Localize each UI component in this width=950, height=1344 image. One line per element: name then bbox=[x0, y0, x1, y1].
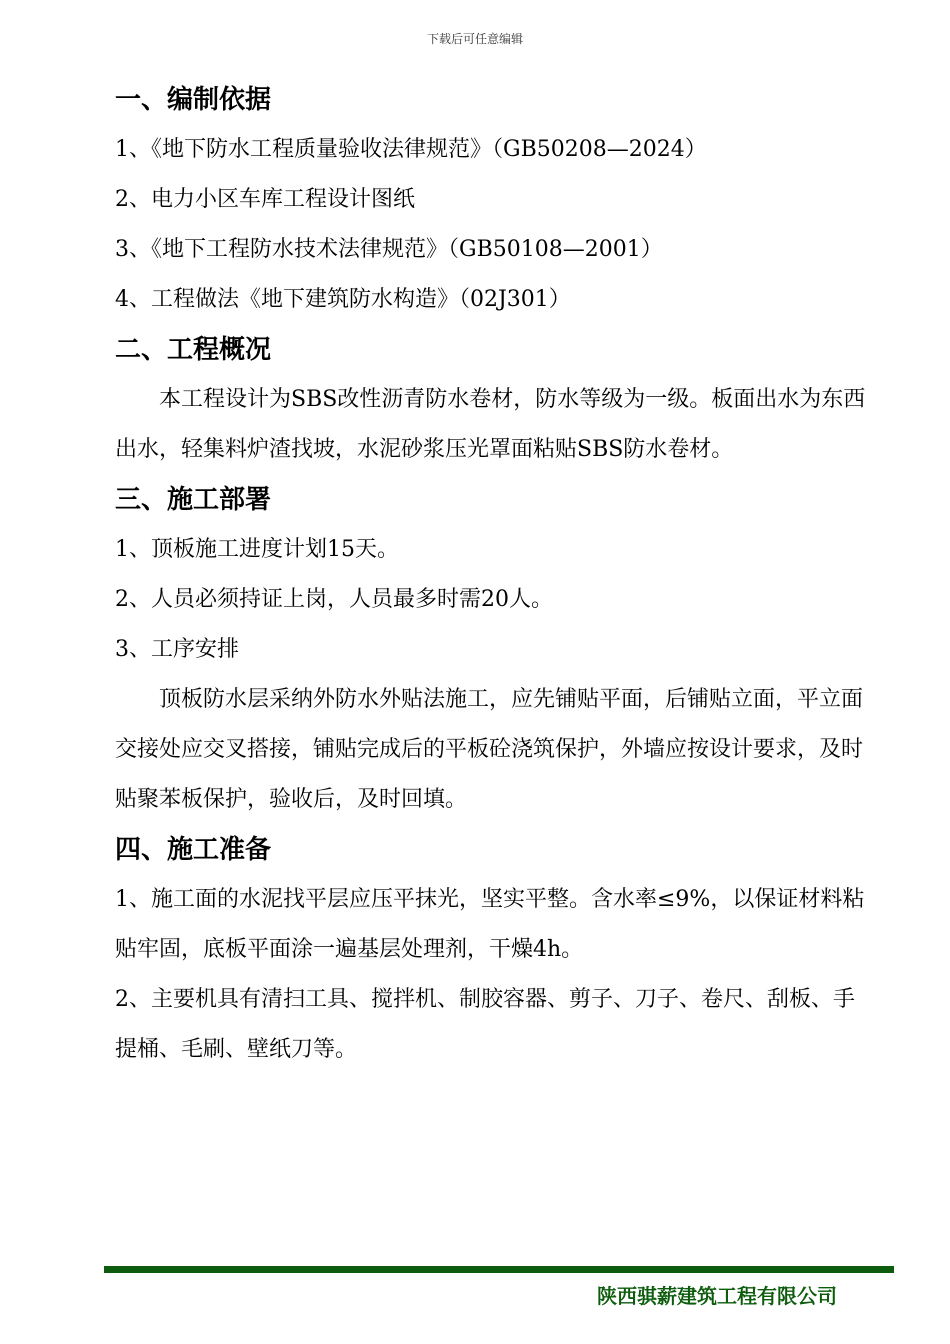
header-note: 下载后可任意编辑 bbox=[426, 32, 523, 46]
footer-divider bbox=[104, 1266, 894, 1273]
list-item: 1、顶板施工进度计划15天。 bbox=[115, 537, 399, 562]
list-item: 4、工程做法《地下建筑防水构造》（02J301） bbox=[115, 287, 571, 312]
list-item: 2、电力小区车库工程设计图纸 bbox=[115, 187, 415, 212]
list-item: 1、施工面的水泥找平层应压平抹光，坚实平整。含水率≤9%，以保证材料粘贴牢固，底板平面涂一遍基层处理剂，干燥4h。 bbox=[115, 887, 865, 962]
list-item: 2、人员必须持证上岗，人员最多时需20人。 bbox=[115, 587, 553, 612]
section-heading-1: 一、编制依据 bbox=[115, 85, 272, 115]
section-heading-4: 四、施工准备 bbox=[115, 835, 272, 865]
section-heading-3: 三、施工部署 bbox=[115, 485, 272, 515]
procedure-paragraph: 顶板防水层采纳外防水外贴法施工，应先铺贴平面，后铺贴立面，平立面交接处应交叉搭接，铺贴完成后的平板砼浇筑保护，外墙应按设计要求，及时贴聚苯板保护，验收后，及时回填。 bbox=[115, 687, 864, 812]
list-item: 3、《地下工程防水技术法律规范》（GB50108—2001） bbox=[115, 237, 663, 262]
document-body bbox=[115, 75, 875, 1075]
section-heading-2: 二、工程概况 bbox=[115, 335, 272, 365]
list-item: 1、《地下防水工程质量验收法律规范》（GB50208—2024） bbox=[115, 137, 707, 162]
overview-paragraph: 本工程设计为SBS改性沥青防水卷材，防水等级为一级。板面出水为东西出水，轻集料炉渣找坡，水泥砂浆压光罩面粘贴SBS防水卷材。 bbox=[115, 387, 866, 462]
list-item: 3、工序安排 bbox=[115, 637, 239, 662]
list-item: 2、主要机具有清扫工具、搅拌机、制胶容器、剪子、刀子、卷尺、刮板、手提桶、毛刷、壁纸刀等。 bbox=[115, 987, 855, 1062]
footer-company-name: 陕西骐薪建筑工程有限公司 bbox=[597, 1284, 837, 1308]
